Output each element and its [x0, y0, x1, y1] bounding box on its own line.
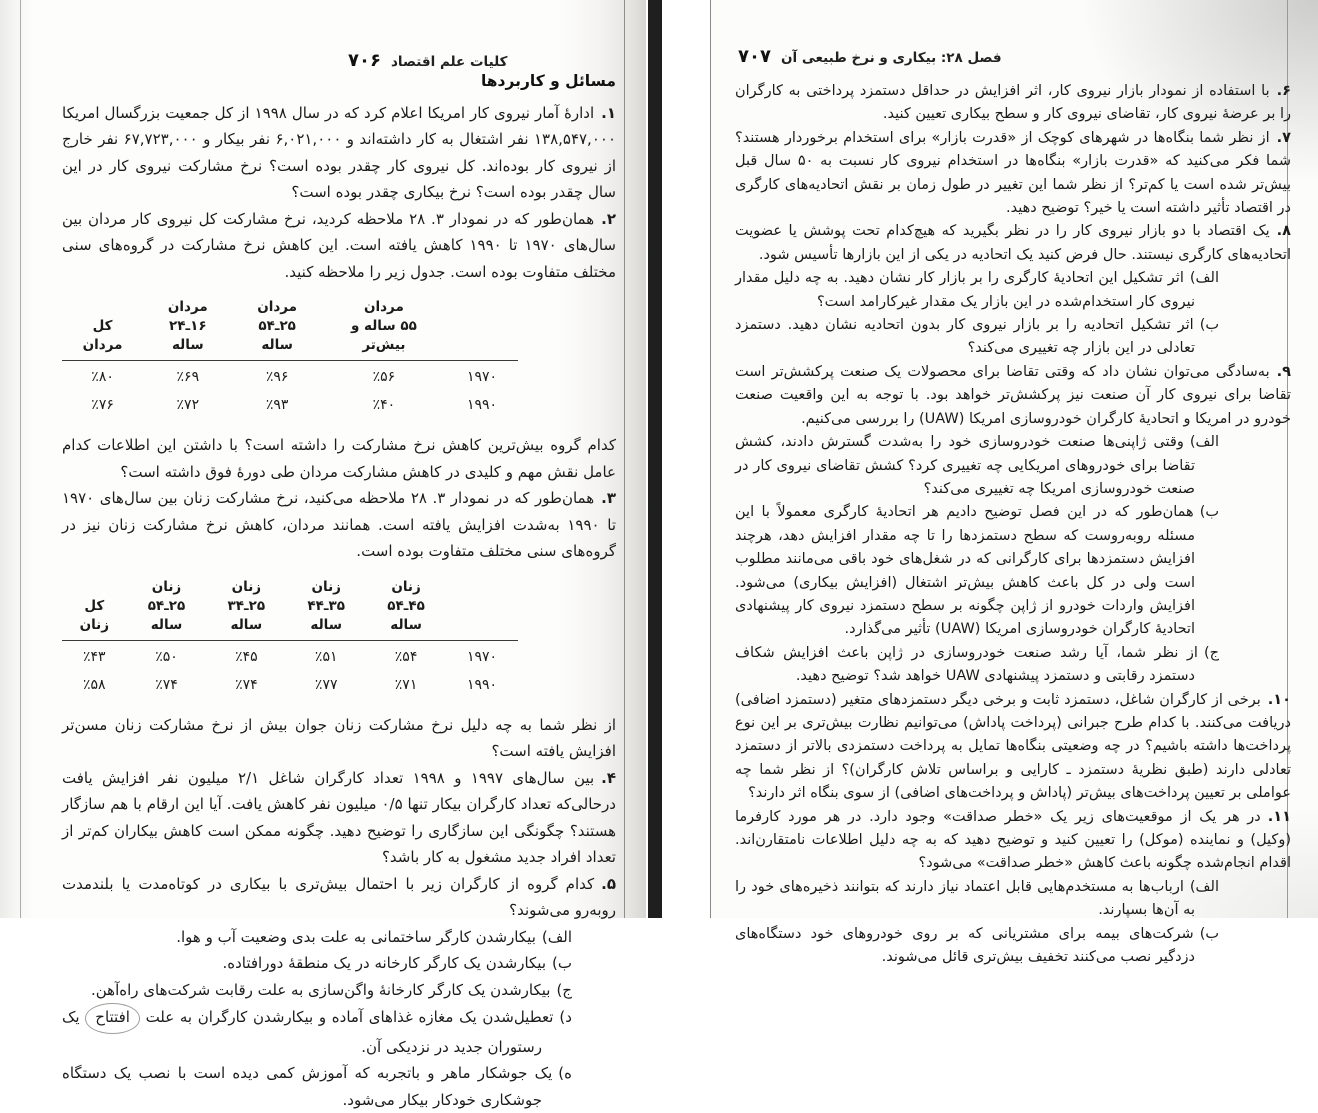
page-number-706: ۷۰۶ [348, 50, 381, 71]
book-title: کلیات علم اقتصاد [390, 54, 508, 70]
item-number: ۱. [601, 103, 616, 122]
item-number: ۵. [601, 874, 616, 893]
page-fold-line [624, 0, 625, 918]
item-number: ۲. [601, 209, 616, 228]
table-header-row [62, 298, 518, 361]
item-number: ۹. [1276, 363, 1291, 380]
value-cell: ٪۷۷ [314, 676, 338, 693]
item-number: ۳. [601, 489, 616, 507]
sub-item-5d [62, 1003, 572, 1060]
sub-item-text: اثر تشکیل اتحادیه را بر بازار نیروی کار بدون اتحادیه نشان دهید. دستمزد تعادلی در این بازار چه تغییری می‌کند؟ [735, 317, 1195, 357]
column-header: مردان ۲۵ـ۵۴ ساله [232, 298, 321, 361]
item-number: ۱۱. [1267, 808, 1291, 825]
item-text: همان‌طور که در نمودار ۳. ۲۸ ملاحظه می‌کنید، نرخ مشارکت زنان بین سال‌های ۱۹۷۰ تا ۱۹۹۰ به‌شدت افزایش یافته است. همانند مردان، کاهش نرخ مشارکت زنان نیز در گروه‌های سنی مختلف متفاوت بوده است. [62, 489, 617, 560]
sub-item-11a [735, 876, 1219, 923]
value-cell: ٪۴۰ [372, 397, 396, 413]
value-cell: ٪۵۱ [314, 648, 338, 665]
right-text-column [735, 80, 1291, 969]
sub-item-label: الف) [1189, 878, 1219, 895]
item-number: ۱۰. [1267, 691, 1291, 708]
problem-item-10 [735, 689, 1291, 806]
left-page [0, 0, 646, 1109]
column-header: زنان ۴۵ـ۵۴ ساله [366, 578, 446, 641]
sub-item-text: وقتی ژاپنی‌ها صنعت خودروسازی خود را به‌شدت گسترش دادند، کشش تقاضا برای خودروهای امریکایی چه تغییری کرد؟ کشش تقاضای نیروی کار در صنعت خودروسازی امریکا چه تغییری می‌کند؟ [735, 434, 1195, 497]
value-cell: ٪۴۵ [235, 648, 258, 665]
men-participation-table [62, 298, 518, 417]
value-cell: ٪۵۰ [155, 648, 178, 665]
book-binding-shadow [648, 0, 662, 918]
column-header: کل زنان [62, 578, 127, 641]
problem-item-6 [735, 80, 1291, 127]
page-edge-line [20, 0, 21, 918]
value-cell: ٪۹۶ [265, 369, 289, 385]
sub-item-text: بیکارشدن کارگر ساختمانی به علت بدی وضعیت آب و هوا. [176, 927, 536, 946]
column-header: زنان ۲۵ـ۵۴ ساله [127, 578, 207, 641]
chapter-title: فصل ۲۸: بیکاری و نرخ طبیعی آن [780, 50, 1002, 66]
item-text: از نظر شما بنگاه‌ها در شهرهای کوچک از «قدرت بازار» برای استخدام برخوردار هستند؟ شما فکر می‌کنید که «قدرت بازار» بنگاه‌ها در استخدام نیروی کار نسبت به ۵۰ سال قبل بیش‌تر شده است یا کم‌تر؟ از نظر شما این تغییر در طول زمان بر نقش اتحادیه‌های کارگری در اقتصاد تأثیر داشته است یا خیر؟ توضیح دهید. [735, 129, 1292, 217]
sub-item-label: ب) [1199, 317, 1219, 334]
problem-item-8 [735, 220, 1291, 267]
column-header: زنان ۳۵ـ۴۴ ساله [286, 578, 366, 641]
sub-item-text: یک جوشکار ماهر و باتجربه که آموزش کمی دیده است با نصب یک دستگاه جوشکاری خودکار بیکار می‌شود. [62, 1064, 553, 1109]
item-text: به‌سادگی می‌توان نشان داد که وقتی تقاضا برای محصولات یک صنعت پرکشش‌تر است تقاضا برای نیروی کار آن صنعت نیز پرکشش‌تر خواهد بود. با توجه به این واقعیت صنعت خودرو در امریکا و اتحادیۀ کارگران خودروسازی امریکا (UAW) را بررسی می‌کنیم. [735, 363, 1291, 427]
sub-item-text: شرکت‌های بیمه برای مشتریانی که بر روی خودروهای خود دستگاه‌های دزدگیر نصب می‌کنند تخفیف بیش‌تری قائل می‌شوند. [735, 925, 1195, 966]
value-cell: ٪۴۳ [83, 648, 106, 665]
problem-item-5 [62, 871, 616, 924]
sub-item-text: ارباب‌ها به مستخدم‌هایی قابل اعتماد نیاز دارند که بتوانند ذخیره‌های خود را به آن‌ها بسپارند. [735, 878, 1195, 919]
value-cell: ٪۵۴ [394, 648, 418, 665]
value-cell: ٪۸۰ [91, 369, 114, 385]
value-cell: ٪۵۶ [372, 369, 396, 385]
value-cell: ٪۷۲ [176, 397, 200, 413]
item-text: در هر یک از موقعیت‌های زیر یک «خطر صداقت» وجود دارد. در هر مورد کارفرما (وکیل) و نماینده (موکل) را تعیین کنید و توضیح دهید که به چه دلیل اطلاعات نامتقارن‌اند. اقدام انجام‌شده چگونه باعث کاهش «خطر صداقت» می‌شود؟ [735, 808, 1291, 872]
column-header: مردان ۵۵ ساله و بیش‌تر [322, 298, 446, 361]
value-cell: ٪۶۹ [176, 369, 200, 385]
left-text-column [62, 68, 616, 1113]
sub-item-5e [62, 1060, 572, 1113]
year-cell: ۱۹۹۰ [466, 397, 498, 413]
problem-item-2 [62, 206, 616, 286]
value-cell: ٪۷۶ [91, 397, 114, 413]
sub-item-text: اثر تشکیل این اتحادیۀ کارگری را بر بازار کار نشان دهید. به چه دلیل مقدار نیروی کار استخدام‌شده در این بازار یک مقدار غیرکارامد است؟ [735, 270, 1195, 310]
problem-item-4 [62, 765, 616, 871]
item-number: ۴. [601, 768, 616, 787]
problem-item-7 [735, 127, 1291, 221]
sub-item-text: بیکارشدن یک کارگر کارخانه در یک منطقۀ دورافتاده. [222, 954, 547, 972]
sub-item-5b [62, 950, 572, 977]
sub-item-9a [735, 431, 1219, 501]
year-cell: ۱۹۹۰ [466, 676, 498, 693]
problem-item-11 [735, 806, 1291, 876]
item-number: ۶. [1276, 83, 1291, 99]
sub-item-label: ه) [558, 1064, 572, 1082]
sub-item-label: د) [559, 1008, 572, 1026]
question-after-men-table: کدام گروه بیش‌ترین کاهش نرخ مشارکت را داشته است؟ با داشتن این اطلاعات کدام عامل نقش مهم و کلیدی در کاهش مشارکت مردان طی دورۀ فوق داشته است؟ [62, 436, 616, 481]
value-cell: ٪۵۸ [83, 676, 106, 693]
question-after-women-table: از نظر شما به چه دلیل نرخ مشارکت زنان جوان بیش از نرخ مشارکت زنان مسن‌تر افزایش یافته است؟ [62, 715, 616, 760]
table-row [62, 669, 518, 697]
item-number: ۸. [1276, 223, 1291, 240]
item-text: با استفاده از نمودار بازار نیروی کار، اثر افزایش در حداقل دستمزد پرداختی به کارگران را بر عرضۀ نیروی کار، تقاضای نیروی کار و سطح بیکاری تعیین کنید. [735, 83, 1291, 123]
table-header-row [62, 578, 518, 641]
year-column-header [446, 578, 518, 641]
sub-item-text: همان‌طور که در این فصل توضیح دادیم هر اتحادیۀ کارگری معمولاً با این مسئله روبه‌روست که سطح دستمزدها را تا چه مقدار افزایش دهد، هرچند افزایش دستمزدها برای کارگرانی که در شغل‌های خود باقی می‌مانند مطلوب است ولی در کل باعث کاهش بیش‌تر اشتغال (افزایش بیکاری) می‌شود. افزایش واردات خودرو از ژاپن چگونه بر سطح دستمزد نیروی کار پیشنهادی اتحادیۀ کارگران خودروسازی امریکا (UAW) تأثیر می‌گذارد. [735, 504, 1195, 638]
value-cell: ٪۹۳ [265, 397, 289, 413]
page-number-707: ۷۰۷ [738, 46, 771, 67]
column-header: کل مردان [62, 298, 143, 361]
problem-item-9 [735, 361, 1291, 431]
sub-item-label: الف) [1189, 270, 1219, 287]
value-cell: ٪۷۴ [235, 676, 258, 693]
sub-item-9b [735, 501, 1219, 641]
sub-item-text: بیکارشدن یک کارگر کارخانۀ واگن‌سازی به علت رقابت شرکت‌های راه‌آهن. [90, 980, 551, 999]
sub-item-11b [735, 923, 1219, 970]
sub-item-label: ج) [556, 980, 572, 999]
women-participation-table [62, 578, 518, 697]
sub-item-8a [735, 267, 1219, 314]
right-page [710, 0, 1318, 966]
sub-item-label: ج) [1203, 644, 1219, 661]
sub-item-text: یک رستوران جدید در نزدیکی آن. [62, 1008, 542, 1056]
year-cell: ۱۹۷۰ [466, 369, 498, 385]
item-text: همان‌طور که در نمودار ۳. ۲۸ ملاحظه کردید، نرخ مشارکت کل نیروی کار مردان بین سال‌های ۱۹۷۰ تا ۱۹۹۰ کاهش یافته است. این کاهش نرخ مشارکت در گروه‌های سنی مختلف متفاوت بوده است. جدول زیر را ملاحظه کنید. [62, 209, 616, 281]
value-cell: ٪۷۴ [155, 676, 178, 693]
sub-item-8b [735, 314, 1219, 361]
sub-item-text: از نظر شما، آیا رشد صنعت خودروسازی در ژاپن باعث افزایش شکاف دستمزد رقابتی و دستمزد پیشنهادی UAW خواهد شد؟ توضیح دهید. [735, 644, 1198, 685]
table-row [62, 361, 518, 390]
pen-circle-annotation: افتتاح [85, 1003, 140, 1034]
sub-item-text: تعطیل‌شدن یک مغازه غذاهای آماده و بیکارشدن کارگران به علت [145, 1008, 554, 1026]
table-row [62, 640, 518, 669]
problem-item-1 [62, 100, 616, 206]
year-cell: ۱۹۷۰ [466, 648, 498, 665]
sub-item-5c [62, 977, 572, 1004]
section-heading: مسائل و کاربردها [480, 72, 616, 90]
sub-item-label: ب) [1199, 925, 1219, 942]
sub-item-label: الف) [1189, 434, 1219, 451]
column-header: مردان ۱۶ـ۲۴ ساله [143, 298, 232, 361]
table-row [62, 389, 518, 417]
right-running-head [738, 46, 1002, 67]
sub-item-label: ب) [1199, 504, 1219, 521]
sub-item-label: ب) [552, 954, 572, 972]
year-column-header [446, 298, 518, 361]
item-text: ادارۀ آمار نیروی کار امریکا اعلام کرد که در سال ۱۹۹۸ از کل جمعیت بزرگسال امریکا ۱۳۸,۵۴۷,۰۰۰ نفر اشتغال به کار داشته‌اند و ۶,۰۲۱,۰۰۰ نفر بیکار و ۶۷,۷۲۳,۰۰۰ نفر خارج از نیروی کار بوده‌اند. کل نیروی کار چقدر بوده است؟ نرخ مشارکت نیروی کار در این سال چقدر بوده است؟ نرخ بیکاری چقدر بوده است؟ [62, 103, 616, 201]
sub-item-label: الف) [541, 927, 572, 946]
column-header: زنان ۲۵ـ۳۴ ساله [206, 578, 286, 641]
problem-item-3 [62, 485, 616, 565]
item-text: کدام گروه از کارگران زیر با احتمال بیش‌تری با بیکاری در کوتاه‌مدت یا بلندمدت روبه‌رو می‌شوند؟ [62, 874, 616, 919]
item-number: ۷. [1276, 129, 1291, 146]
item-text: بین سال‌های ۱۹۹۷ و ۱۹۹۸ تعداد کارگران شاغل ۲/۱ میلیون نفر افزایش یافت درحالی‌که تعداد کارگران بیکار تنها ۰/۵ میلیون نفر کاهش یافت. آیا این ارقام با هم سازگار هستند؟ چگونگی این سازگاری را توضیح دهید. چگونه ممکن است کاهش بیکاران کم‌تر از تعداد افراد جدید مشغول به کار باشد؟ [62, 768, 616, 866]
value-cell: ٪۷۱ [394, 676, 418, 693]
item-text: برخی از کارگران شاغل، دستمزد ثابت و برخی دیگر دستمزدهای متغیر (دستمزد اضافی) دریافت می‌کنند. با کدام طرح جبرانی (پرداخت پاداش) می‌توانیم نظارت بیش‌تری بر این نوع پرداخت‌ها داشته باشیم؟ در چه وضعیتی بنگاه‌ها تمایل به پرداخت دستمزدی بالاتر از دستمزد تعادلی دارند (طبق نظریۀ دستمزد ـ کارایی و براساس تلاش کارگران)؟ از نظر شما چه عواملی بر تعیین پرداخت‌های بیش‌تر (پاداش و پرداخت‌های اضافی) از سوی بنگاه اثر دارند؟ [735, 691, 1291, 802]
sub-item-5a [62, 924, 572, 951]
item-text: یک اقتصاد با دو بازار نیروی کار را در نظر بگیرید که هیچ‌کدام تحت پوشش یا عضویت اتحادیه‌های کارگری نیستند. حال فرض کنید یک اتحادیه در یکی از این بازارها تأسیس شود. [735, 223, 1291, 263]
sub-item-9c [735, 642, 1219, 689]
